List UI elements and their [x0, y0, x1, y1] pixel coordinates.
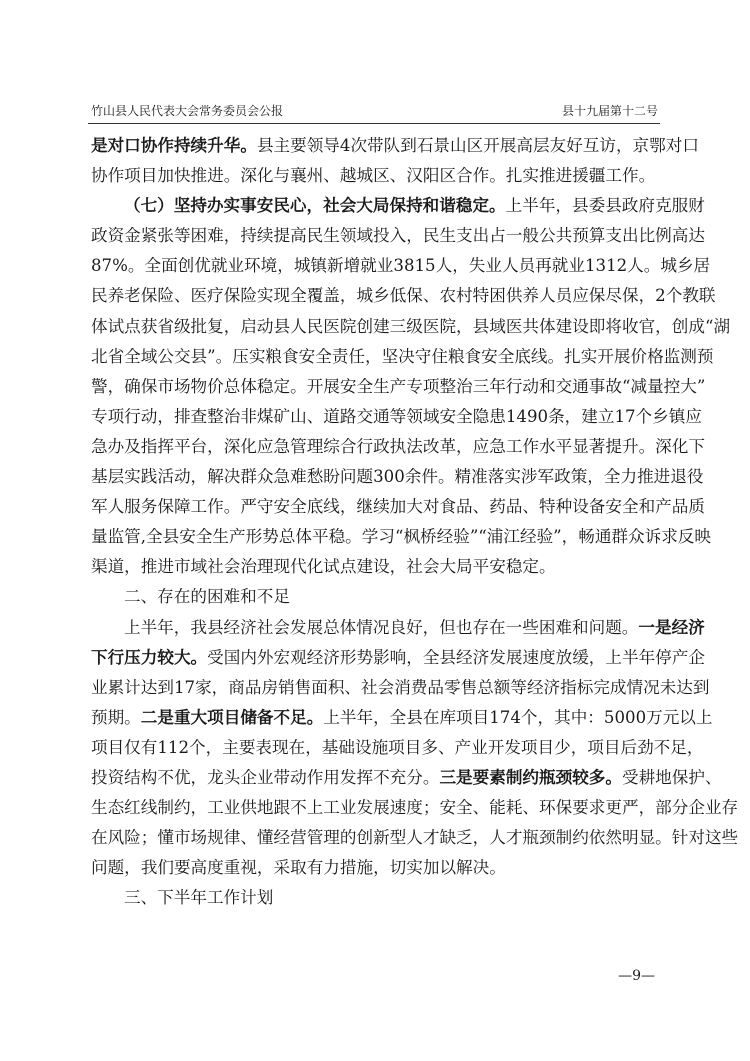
text-span: 县主要领导4次带队到石景山区开展高层友好互访，京鄂对口 — [256, 136, 699, 155]
text-span: 急办及指挥平台，深化应急管理综合行政执法改革，应急工作水平显著提升。深化下 — [91, 436, 705, 456]
text-span: 基层实践活动，解决群众急难愁盼问题300余件。精准落实涉军政策，全力推进退役 — [91, 467, 704, 487]
text-span: 受国内外宏观经济形势影响，全县经济发展速度放缓，上半年停产企 — [207, 647, 705, 667]
text-span: 问题，我们要高度重视，采取有力措施，切实加以解决。 — [91, 858, 506, 878]
text-span: 生态红线制约，工业供地跟不上工业发展速度；安全、能耗、环保要求更严，部分企业存 — [91, 798, 739, 818]
header-rule — [88, 123, 660, 124]
text-span: 预期。 — [91, 707, 141, 727]
text-line — [91, 582, 661, 612]
text-line — [91, 281, 716, 311]
text-line — [91, 221, 705, 251]
text-span: 警，确保市场物价总体稳定。开展安全生产专项整治三年行动和交通事故“减量控大” — [91, 376, 706, 396]
text-line — [91, 613, 705, 643]
text-span: 上半年，县委县政府克服财 — [505, 196, 705, 216]
text-line — [91, 161, 661, 191]
text-span: 渠道，推进市域社会治理现代化试点建设，社会大局平安稳定。 — [91, 557, 556, 577]
text-span: 受耕地保护、 — [622, 767, 722, 787]
text-line — [91, 492, 705, 522]
document-body — [91, 131, 739, 913]
text-span: 政资金紧张等困难，持续提高民生领域投入，民生支出占一般公共预算支出比例高达 — [91, 226, 705, 246]
text-span: 业累计达到17家，商品房销售面积、社会消费品零售总额等经济指标完成情况未达到 — [91, 677, 710, 697]
bold-text-span: 下行压力较大。 — [91, 647, 208, 667]
page-number: —9— — [618, 968, 655, 984]
text-span: 北省全域公交县”。压实粮食安全责任，坚决守住粮食安全底线。扎实开展价格监测预 — [91, 346, 714, 366]
text-line — [91, 462, 704, 492]
bold-text-span: 二是重大项目储备不足。 — [140, 707, 324, 727]
text-line — [91, 733, 704, 763]
text-line — [91, 823, 739, 853]
text-span: 投资结构不优，龙头企业带动作用发挥不充分。 — [91, 767, 440, 787]
text-line — [91, 763, 722, 793]
header-issue: 县十九届第十二号 — [561, 104, 658, 118]
text-span: 87%。全面创优就业环境，城镇新增就业3815人，失业人员再就业1312人。城乡居 — [91, 256, 711, 276]
bold-text-span: （七）坚持办实事安民心，社会大局保持和谐稳定。 — [124, 196, 506, 216]
text-span: 民养老保险、医疗保险实现全覆盖，城乡低保、农村特困供养人员应保尽保，2个教联 — [91, 286, 716, 306]
document-header — [91, 102, 658, 120]
text-line — [91, 402, 702, 432]
text-span: 在风险；懂市场规律、懂经营管理的创新型人才缺乏，人才瓶颈制约依然明显。针对这些 — [91, 828, 739, 848]
text-span: 量监管,全县安全生产形势总体平稳。学习“枫桥经验”“浦江经验”，畅通群众诉求反映 — [91, 527, 711, 547]
text-line — [91, 793, 739, 823]
text-span: 体试点获省级批复，启动县人民医院创建三级医院，县域医共体建设即将收官，创成“湖 — [91, 316, 731, 336]
text-line — [91, 522, 711, 552]
bold-text-span: 三是要素制约瓶颈较多。 — [439, 767, 622, 787]
header-title: 竹山县人民代表大会常务委员会公报 — [91, 104, 284, 118]
text-span: 项目仅有112个，主要表现在，基础设施项目多、产业开发项目少，项目后劲不足， — [91, 737, 704, 757]
text-span: 专项行动，排查整治非煤矿山、道路交通等领域安全隐患1490条，建立17个乡镇应 — [91, 406, 702, 426]
text-line — [91, 342, 714, 372]
text-line — [91, 251, 711, 281]
text-line — [91, 432, 705, 462]
text-line — [91, 643, 705, 673]
text-line — [91, 853, 661, 883]
text-span: 协作项目加快推进。深化与襄州、越城区、汉阳区合作。扎实推进援疆工作。 — [91, 166, 656, 186]
text-span: 上半年，全县在库项目174个，其中：5000万元以上 — [323, 707, 713, 727]
section-heading: 二、存在的困难和不足 — [124, 587, 290, 607]
text-line — [91, 312, 731, 342]
bold-text-span: 是对口协作持续升华。 — [91, 136, 257, 155]
text-span: 上半年，我县经济社会发展总体情况良好，但也存在一些困难和问题。 — [124, 617, 639, 637]
text-line — [91, 883, 661, 913]
text-line — [91, 673, 710, 703]
text-line — [91, 191, 705, 221]
text-line — [91, 372, 706, 402]
text-line — [91, 552, 661, 582]
text-line — [91, 131, 699, 161]
text-line — [91, 703, 713, 733]
bold-text-span: 一是经济 — [638, 617, 705, 637]
section-heading: 三、下半年工作计划 — [124, 888, 274, 908]
text-span: 军人服务保障工作。严守安全底线，继续加大对食品、药品、特种设备安全和产品质 — [91, 497, 705, 517]
